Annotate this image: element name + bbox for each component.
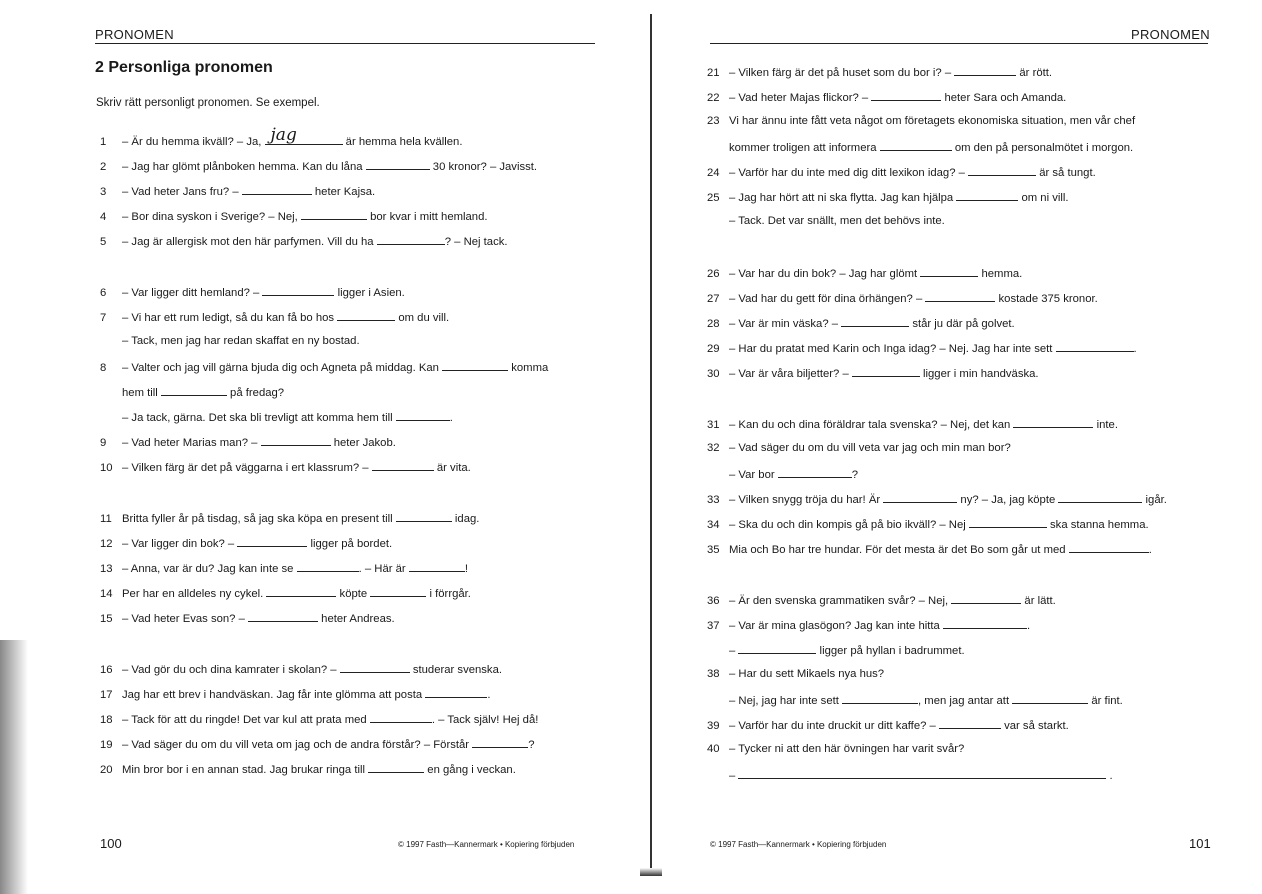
- exercise-text: – Vad heter Majas flickor? –: [729, 92, 872, 104]
- answer-blank: [261, 435, 331, 446]
- exercise-text: – Tack för att du ringde! Det var kul att prata med: [122, 714, 370, 726]
- page-number: 101: [1189, 836, 1211, 851]
- exercise-number: 30: [707, 368, 720, 380]
- exercise-number: 27: [707, 293, 720, 305]
- copyright-notice: © 1997 Fasth—Kannermark • Kopiering förbjuden: [398, 840, 575, 849]
- exercise-text: inte.: [1093, 419, 1118, 431]
- exercise-number: 19: [100, 739, 113, 751]
- exercise-text: hem till: [122, 387, 161, 399]
- exercise-text: ligger i Asien.: [334, 287, 405, 299]
- page-header: PRONOMEN: [1131, 27, 1210, 42]
- exercise-text: – Varför har du inte druckit ur ditt kaffe? –: [729, 720, 939, 732]
- exercise-line: [100, 762, 516, 776]
- answer-blank: [969, 517, 1047, 528]
- exercise-line: [707, 517, 1149, 531]
- exercise-line: [707, 115, 1135, 127]
- exercise-text: heter Sara och Amanda.: [941, 92, 1067, 104]
- answer-blank: [920, 266, 978, 277]
- exercise-number: 18: [100, 714, 113, 726]
- exercise-line: [100, 737, 534, 751]
- exercise-number: 32: [707, 442, 720, 454]
- exercise-number: 22: [707, 92, 720, 104]
- exercise-number: 12: [100, 538, 113, 550]
- exercise-number: 5: [100, 236, 107, 248]
- exercise-text: – Jag är allergisk mot den här parfymen. Vill du ha: [122, 236, 377, 248]
- exercise-line: [707, 417, 1118, 431]
- exercise-line: [707, 291, 1098, 305]
- exercise-text: – Vilken färg är det på huset som du bor i? –: [729, 67, 955, 79]
- exercise-text: – Ska du och din kompis gå på bio ikväll? – Nej: [729, 519, 969, 531]
- handwritten-example: jag: [270, 125, 297, 145]
- exercise-line: [707, 668, 884, 680]
- exercise-number: 6: [100, 287, 107, 299]
- exercise-line: [100, 561, 468, 575]
- exercise-number: 31: [707, 419, 720, 431]
- exercise-number: 1: [100, 136, 107, 148]
- exercise-text: . – Tack själv! Hej då!: [431, 714, 539, 726]
- exercise-line: [122, 410, 453, 424]
- section-title: 2 Personliga pronomen: [95, 59, 273, 76]
- exercise-text: är fint.: [1088, 695, 1123, 707]
- exercise-text: – Anna, var är du? Jag kan inte se: [122, 563, 297, 575]
- answer-blank: [266, 586, 336, 597]
- exercise-number: 14: [100, 588, 113, 600]
- exercise-text: heter Jakob.: [330, 437, 396, 449]
- exercise-number: 38: [707, 668, 720, 680]
- answer-blank: [943, 618, 1027, 629]
- header-rule: [95, 43, 595, 44]
- exercise-line: [707, 542, 1152, 556]
- exercise-line: [100, 586, 471, 600]
- exercise-text: kommer troligen att informera: [729, 142, 880, 154]
- exercise-text: . – Här är: [358, 563, 409, 575]
- exercise-text: om ni vill.: [1018, 192, 1069, 204]
- answer-blank: [237, 536, 307, 547]
- exercise-line: [100, 662, 502, 676]
- exercise-text: Min bror bor i en annan stad. Jag brukar ringa till: [122, 764, 369, 776]
- exercise-text: på fredag?: [226, 387, 285, 399]
- exercise-text: heter Andreas.: [318, 613, 395, 625]
- exercise-text: ?: [851, 469, 859, 481]
- exercise-text: – Valter och jag vill gärna bjuda dig och Agneta på middag. Kan: [122, 362, 443, 374]
- exercise-text: – Är du hemma ikväll? – Ja,: [122, 136, 265, 148]
- page-number: 100: [100, 836, 122, 851]
- exercise-number: 28: [707, 318, 720, 330]
- exercise-text: – Vilken färg är det på väggarna i ert klassrum? –: [122, 462, 372, 474]
- exercise-number: 26: [707, 268, 720, 280]
- exercise-text: ligger på hyllan i badrummet.: [816, 645, 965, 657]
- exercise-text: om du vill.: [395, 312, 450, 324]
- answer-blank: [841, 316, 909, 327]
- answer-blank: [372, 460, 434, 471]
- exercise-line: [122, 335, 360, 347]
- answer-blank: [425, 687, 487, 698]
- exercise-line: [707, 618, 1030, 632]
- exercise-text: är lätt.: [1021, 595, 1056, 607]
- exercise-text: komma: [508, 362, 549, 374]
- exercise-text: – Var är min väska? –: [729, 318, 842, 330]
- exercise-text: – Kan du och dina föräldrar tala svenska? – Nej, det kan: [729, 419, 1014, 431]
- exercise-number: 10: [100, 462, 113, 474]
- exercise-number: 25: [707, 192, 720, 204]
- exercise-line: [100, 511, 479, 525]
- exercise-number: 37: [707, 620, 720, 632]
- exercise-number: 39: [707, 720, 720, 732]
- answer-blank: [297, 561, 359, 572]
- exercise-line: [122, 385, 284, 399]
- exercise-line: [707, 366, 1039, 380]
- exercise-text: – Varför har du inte med dig ditt lexikon idag? –: [729, 167, 969, 179]
- answer-blank: [370, 712, 432, 723]
- exercise-line: [100, 460, 471, 474]
- answer-blank: [880, 140, 952, 151]
- exercise-text: – Vad heter Jans fru? –: [122, 186, 242, 198]
- exercise-line: [100, 360, 548, 374]
- answer-blank: [1058, 492, 1142, 503]
- exercise-text: .: [1133, 343, 1137, 355]
- exercise-text: – Jag har hört att ni ska flytta. Jag kan hjälpa: [729, 192, 957, 204]
- exercise-text: .: [1148, 544, 1152, 556]
- answer-blank: [472, 737, 528, 748]
- answer-blank: [1056, 341, 1134, 352]
- exercise-text: – Var ligger din bok? –: [122, 538, 238, 550]
- exercise-text: .: [1026, 620, 1031, 632]
- exercise-text: Britta fyller år på tisdag, så jag ska köpa en present till: [122, 513, 396, 525]
- instruction-text: Skriv rätt personligt pronomen. Se exempel.: [96, 97, 320, 109]
- example-answer-blank: [265, 125, 343, 145]
- answer-blank: [925, 291, 995, 302]
- exercise-text: kostade 375 kronor.: [995, 293, 1098, 305]
- exercise-text: – Var bor: [729, 469, 778, 481]
- answer-blank: [738, 643, 816, 654]
- answer-blank: [1012, 693, 1088, 704]
- book-spine: [650, 14, 652, 876]
- answer-blank: [409, 561, 465, 572]
- exercise-line: [707, 743, 964, 755]
- exercise-text: – Vad heter Marias man? –: [122, 437, 261, 449]
- exercise-text: – Tycker ni att den här övningen har varit svår?: [729, 743, 965, 755]
- exercise-text: hemma.: [978, 268, 1023, 280]
- exercise-text: – Vad heter Evas son? –: [122, 613, 249, 625]
- exercise-text: – Tack. Det var snällt, men det behövs inte.: [729, 215, 945, 227]
- exercise-line: [100, 234, 508, 248]
- answer-blank: [883, 492, 957, 503]
- exercise-text: ligger på bordet.: [307, 538, 393, 550]
- answer-blank: [301, 209, 367, 220]
- exercise-number: 9: [100, 437, 107, 449]
- exercise-text: – Vad säger du om du vill veta om jag och de andra förstår? – Förstår: [122, 739, 473, 751]
- answer-blank: [396, 511, 452, 522]
- answer-blank: [951, 593, 1021, 604]
- exercise-number: 20: [100, 764, 113, 776]
- exercise-line: [100, 285, 405, 299]
- exercise-number: 29: [707, 343, 720, 355]
- exercise-line: [100, 209, 488, 223]
- exercise-text: – Har du pratat med Karin och Inga idag? – Nej. Jag har inte sett: [729, 343, 1056, 355]
- exercise-number: 11: [100, 513, 112, 525]
- exercise-number: 2: [100, 161, 107, 173]
- exercise-text: om den på personalmötet i morgon.: [951, 142, 1134, 154]
- exercise-line: [729, 643, 965, 657]
- exercise-line: [100, 687, 490, 701]
- exercise-line: [100, 611, 395, 625]
- answer-blank: [956, 190, 1018, 201]
- answer-blank: [1013, 417, 1093, 428]
- exercise-text: – Tack, men jag har redan skaffat en ny bostad.: [122, 335, 360, 347]
- exercise-text: Vi har ännu inte fått veta något om företagets ekonomiska situation, men vår chef: [729, 115, 1136, 127]
- exercise-number: 7: [100, 312, 107, 324]
- exercise-line: [729, 467, 858, 481]
- answer-blank: [262, 285, 334, 296]
- exercise-text: står ju där på golvet.: [909, 318, 1015, 330]
- answer-blank: [366, 159, 430, 170]
- exercise-number: 21: [707, 67, 720, 79]
- exercise-text: .: [449, 412, 453, 424]
- exercise-text: en gång i veckan.: [424, 764, 516, 776]
- exercise-number: 40: [707, 743, 720, 755]
- exercise-text: är hemma hela kvällen.: [342, 136, 463, 148]
- exercise-text: – Jag har glömt plånboken hemma. Kan du låna: [122, 161, 366, 173]
- exercise-text: – Vad gör du och dina kamrater i skolan? –: [122, 664, 340, 676]
- exercise-number: 23: [707, 115, 720, 127]
- exercise-line: [100, 712, 538, 726]
- exercise-line: [707, 165, 1096, 179]
- copyright-notice: © 1997 Fasth—Kannermark • Kopiering förbjuden: [710, 840, 887, 849]
- exercise-text: , men jag antar att: [918, 695, 1013, 707]
- exercise-text: heter Kajsa.: [311, 186, 376, 198]
- exercise-line: [707, 190, 1069, 204]
- exercise-line: [707, 65, 1052, 79]
- answer-blank: [842, 693, 918, 704]
- header-rule: [710, 43, 1208, 44]
- answer-blank: [161, 385, 227, 396]
- exercise-number: 34: [707, 519, 720, 531]
- right-page: [655, 0, 1262, 894]
- exercise-number: 8: [100, 362, 107, 374]
- exercise-number: 17: [100, 689, 113, 701]
- exercise-text: .: [1106, 770, 1113, 782]
- answer-blank: [1069, 542, 1149, 553]
- exercise-text: – Nej, jag har inte sett: [729, 695, 843, 707]
- answer-blank: [242, 184, 312, 195]
- exercise-text: är vita.: [433, 462, 471, 474]
- answer-blank: [778, 467, 852, 478]
- exercise-text: – Vilken snygg tröja du har! Är: [729, 494, 884, 506]
- exercise-number: 3: [100, 186, 107, 198]
- page-header: PRONOMEN: [95, 27, 174, 42]
- answer-blank: [954, 65, 1016, 76]
- exercise-line: [100, 536, 392, 550]
- answer-blank: [968, 165, 1036, 176]
- answer-blank: [370, 586, 426, 597]
- exercise-text: – Var ligger ditt hemland? –: [122, 287, 263, 299]
- answer-blank: [852, 366, 920, 377]
- exercise-text: 30 kronor? – Javisst.: [429, 161, 538, 173]
- exercise-text: är så tungt.: [1036, 167, 1096, 179]
- exercise-text: – Var är mina glasögon? Jag kan inte hitta: [729, 620, 943, 632]
- exercise-text: idag.: [451, 513, 480, 525]
- exercise-text: – Är den svenska grammatiken svår? – Nej,: [729, 595, 952, 607]
- exercise-text: – Vi har ett rum ledigt, så du kan få bo hos: [122, 312, 338, 324]
- exercise-number: 4: [100, 211, 107, 223]
- answer-blank: [377, 234, 445, 245]
- answer-blank: [871, 90, 941, 101]
- exercise-text: köpte: [336, 588, 371, 600]
- exercise-text: igår.: [1142, 494, 1167, 506]
- exercise-line: [707, 341, 1137, 355]
- exercise-number: 36: [707, 595, 720, 607]
- exercise-line: [707, 316, 1015, 330]
- exercise-line: [729, 140, 1133, 154]
- exercise-line: [707, 90, 1066, 104]
- exercise-line: [100, 159, 537, 173]
- exercise-text: ska stanna hemma.: [1046, 519, 1149, 531]
- exercise-line: [729, 215, 945, 227]
- exercise-number: 24: [707, 167, 720, 179]
- exercise-text: !: [464, 563, 468, 575]
- exercise-line: [729, 768, 1113, 782]
- exercise-text: –: [729, 645, 739, 657]
- exercise-text: Jag har ett brev i handväskan. Jag får inte glömma att posta: [122, 689, 426, 701]
- exercise-text: i förrgår.: [426, 588, 471, 600]
- exercise-text: studerar svenska.: [409, 664, 503, 676]
- exercise-text: – Var är våra biljetter? –: [729, 368, 852, 380]
- exercise-text: ?: [528, 739, 535, 751]
- exercise-line: [100, 184, 375, 198]
- exercise-line: [707, 593, 1056, 607]
- exercise-text: – Vad har du gett för dina örhängen? –: [729, 293, 926, 305]
- exercise-text: bor kvar i mitt hemland.: [366, 211, 488, 223]
- exercise-text: är rött.: [1016, 67, 1053, 79]
- answer-blank: [738, 768, 1106, 779]
- exercise-number: 35: [707, 544, 720, 556]
- exercise-text: ligger i min handväska.: [919, 368, 1039, 380]
- answer-blank: [396, 410, 450, 421]
- answer-blank: [340, 662, 410, 673]
- exercise-text: .: [487, 689, 491, 701]
- exercise-line: [100, 125, 463, 148]
- exercise-number: 33: [707, 494, 720, 506]
- answer-blank: [337, 310, 395, 321]
- exercise-number: 16: [100, 664, 113, 676]
- exercise-line: [707, 442, 1011, 454]
- exercise-line: [100, 435, 396, 449]
- exercise-text: Mia och Bo har tre hundar. För det mesta är det Bo som går ut med: [729, 544, 1069, 556]
- exercise-text: ? – Nej tack.: [444, 236, 508, 248]
- exercise-text: – Vad säger du om du vill veta var jag och min man bor?: [729, 442, 1011, 454]
- exercise-line: [100, 310, 449, 324]
- exercise-text: – Ja tack, gärna. Det ska bli trevligt att komma hem till: [122, 412, 396, 424]
- exercise-text: – Har du sett Mikaels nya hus?: [729, 668, 885, 680]
- exercise-text: var så starkt.: [1000, 720, 1069, 732]
- exercise-number: 13: [100, 563, 113, 575]
- exercise-text: –: [729, 770, 739, 782]
- exercise-text: – Var har du din bok? – Jag har glömt: [729, 268, 921, 280]
- exercise-line: [707, 266, 1022, 280]
- answer-blank: [939, 718, 1001, 729]
- exercise-line: [729, 693, 1123, 707]
- answer-blank: [442, 360, 508, 371]
- answer-blank: [248, 611, 318, 622]
- exercise-line: [707, 718, 1069, 732]
- exercise-number: 15: [100, 613, 113, 625]
- exercise-line: [707, 492, 1167, 506]
- exercise-text: – Bor dina syskon i Sverige? – Nej,: [122, 211, 301, 223]
- exercise-text: Per har en alldeles ny cykel.: [122, 588, 267, 600]
- answer-blank: [368, 762, 424, 773]
- exercise-text: ny? – Ja, jag köpte: [957, 494, 1059, 506]
